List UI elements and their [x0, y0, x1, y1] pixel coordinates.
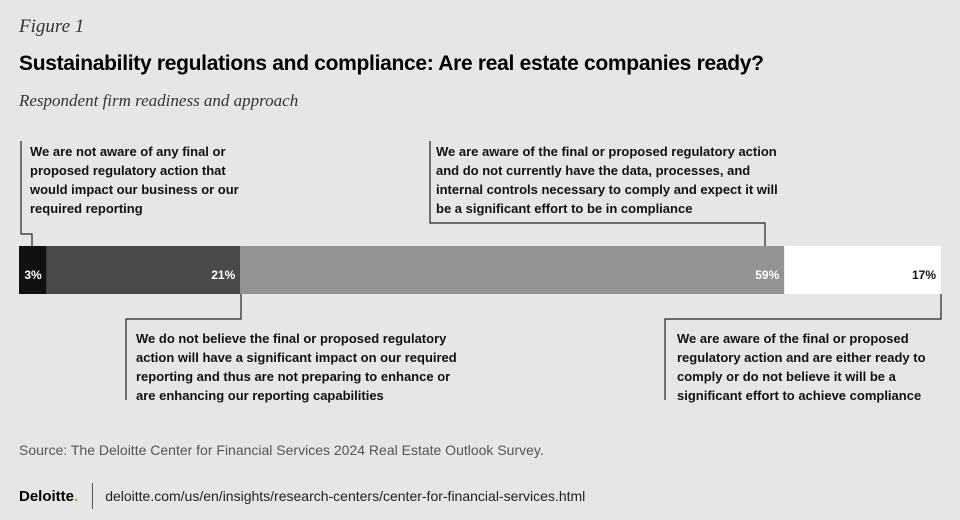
footer — [19, 483, 585, 509]
leader-line-4 — [665, 294, 941, 400]
bar-value-label-4: 17% — [911, 268, 936, 282]
source-note: Source: The Deloitte Center for Financial Services 2024 Real Estate Outlook Survey. — [19, 442, 544, 458]
annotation-line: comply or do not believe it will be a — [677, 369, 896, 384]
chart-title: Sustainability regulations and compliance: Are real estate companies ready? — [19, 52, 764, 75]
annotation-line: regulatory action and are either ready to — [677, 350, 926, 365]
annotation-line: We are aware of the final or proposed regulatory action — [436, 144, 777, 159]
annotation-line: are enhancing our reporting capabilities — [136, 388, 384, 403]
annotation-line: internal controls necessary to comply and expect it will — [436, 182, 778, 197]
leader-line-2 — [126, 294, 241, 400]
annotation-line: be a significant effort to be in compliance — [436, 201, 693, 216]
figure-label: Figure 1 — [19, 16, 85, 37]
annotation-line: We do not believe the final or proposed regulatory — [136, 331, 447, 346]
annotation-line: We are not aware of any final or — [30, 144, 226, 159]
bar-value-label-2: 21% — [211, 268, 236, 282]
annotation-line: would impact our business or our — [30, 182, 239, 197]
leader-line-1 — [21, 141, 32, 246]
annotation-line: and do not currently have the data, processes, and — [436, 163, 751, 178]
footer-divider — [92, 483, 93, 509]
annotation-line: proposed regulatory action that — [30, 163, 226, 178]
logo-text: Deloitte — [19, 487, 75, 505]
annotation-line: required reporting — [30, 201, 143, 216]
logo-dot: . — [74, 487, 79, 505]
leader-line-3 — [430, 141, 765, 246]
annotation-line: reporting and thus are not preparing to enhance or — [136, 369, 451, 384]
chart-subtitle: Respondent firm readiness and approach — [19, 91, 299, 110]
bar-segment-3 — [240, 246, 784, 294]
bar-value-label-3: 59% — [755, 268, 780, 282]
annotation-line: We are aware of the final or proposed — [677, 331, 909, 346]
annotation-line: significant effort to achieve compliance — [677, 388, 922, 403]
bar-value-label-1: 3% — [24, 268, 42, 282]
annotation-line: action will have a significant impact on our required — [136, 350, 457, 365]
deloitte-logo — [19, 488, 78, 505]
footer-url-link[interactable]: deloitte.com/us/en/insights/research-centers/center-for-financial-services.html — [105, 488, 586, 504]
